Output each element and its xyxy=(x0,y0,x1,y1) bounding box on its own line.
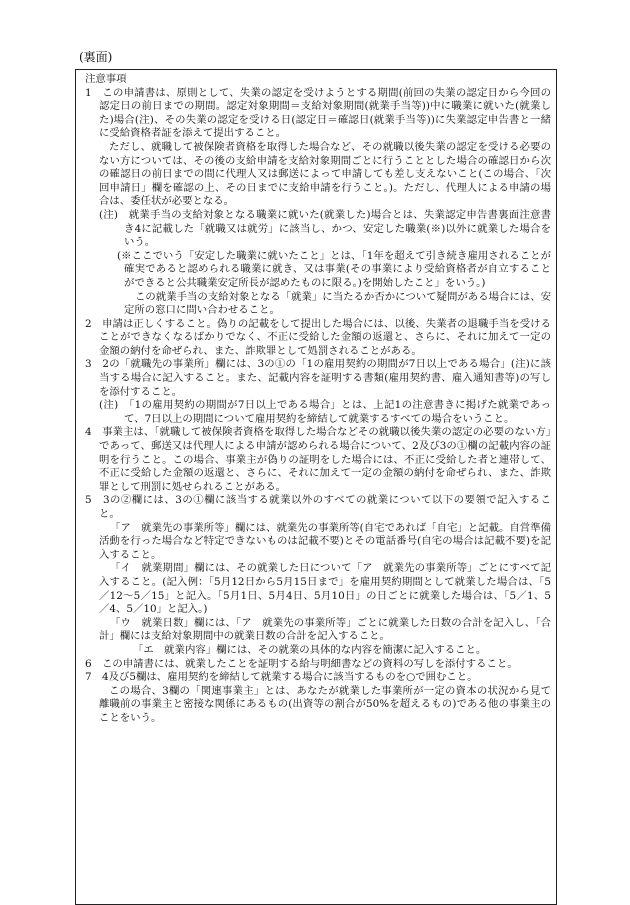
note-1-asterisk: (※ここでいう「安定した職業に就いたこと」とは、「1年を超えて引き続き雇用されることが確実であると認められる職業に就き、又は事業(その事業により受給資格者が自立することができると公共職業安定所長が認めたものに限る。)を開始したこと」をいう。) xyxy=(117,249,551,289)
notes-content xyxy=(85,73,551,726)
note-5-a: 「ア 就業先の事業所等」欄には、就業先の事業所等(自宅であれば「自宅」と記載。自営準備活動を行った場合など特定できないものは記載不要)とその電話番号(自宅の場合は記載不要)を記入すること。 xyxy=(99,521,551,561)
note-7-detail: この場合、3欄の「関連事業主」とは、あなたが就業した事業所が一定の資本の状況から見て離職前の事業主と密接な関係にあるもの(出資等の割合が50%を超えるもの)である他の事業主のことをいう。 xyxy=(99,684,551,724)
note-1-inquiry: この就業手当の支給対象となる「就業」に当たるか否かについて疑問がある場合には、安定所の窓口に問い合わせること。 xyxy=(124,290,551,317)
note-3-annotation: (注) 「1の雇用契約の期間が7日以上である場合」とは、上記1の注意書きに掲げた就業であって、7日以上の期間について雇用契約を締結して就業するすべての場合をいうこと。 xyxy=(99,399,551,425)
note-5-u: 「ウ 就業日数」欄には、「ア 就業先の事業所等」ごとに就業した日数の合計を記入し、「合計」欄には支給対象期間中の就業日数の合計を記入すること。 xyxy=(99,616,551,643)
note-4: 4 事業主は、「就職して被保険者資格を取得した場合などその就職以後失業の認定の必要のない方」であって、郵送又は代理人による申請が認められる場合について、2及び3の①欄の記載内容の証明を行うこと。この場合、事業主が偽りの証明をした場合には、不正に受給した者と連帯して、不正に受給した金額の返還と、さらに、それに加えて一定の金額の納付を命ぜられ、また、詐欺罪として刑罰に処せられることがある。 xyxy=(85,426,551,493)
note-1-annotation: (注) 就業手当の支給対象となる職業に就いた(就業した)場合とは、失業認定申告書裏面注意書き4に記載した「就職又は就労」に該当し、かつ、安定した職業(※)以外に就業した場合をいう。 xyxy=(99,208,551,249)
note-2: 2 申請は正しくすること。偽りの記載をして提出した場合には、以後、失業者の退職手当を受けることができなくなるばかりでなく、不正に受給した金額の返還と、さらに、それに加えて一定の金額の納付を命ぜられ、また、詐欺罪として処罰されることがある。 xyxy=(85,317,551,357)
note-6: 6 この申請書には、就業したことを証明する給与明細書などの資料の写しを添付すること。 xyxy=(85,657,518,670)
note-1-proviso: ただし、就職して被保険者資格を取得した場合など、その就職以後失業の認定を受ける必要のない方については、その後の支給申請を支給対象期間ごとに行うこととした場合の確認日から次の確認日の前日までの間に代理人又は郵送によって申請しても差し支えないこと(この場合、「次回申請日」欄を確認の上、その日までに支給申請を行うこと。)。ただし、代理人による申請の場合は、委任状が必要となる。 xyxy=(99,140,551,208)
note-5-e: 「エ 就業内容」欄には、その就業の具体的な内容を簡潔に記入すること。 xyxy=(133,643,487,656)
notes-box xyxy=(75,69,557,905)
note-7: 7 4及び5欄は、雇用契約を締結して就業する場合に該当するものを○で囲むこと。 xyxy=(85,671,478,684)
page-side-label: (裏面) xyxy=(79,50,113,64)
notes-heading: 注意事項 xyxy=(85,73,127,85)
note-3: 3 2の「就職先の事業所」欄には、3の①の「1の雇用契約の期間が7日以上である場合」(注)に該当する場合に記入すること。また、記載内容を証明する書類(雇用契約書、雇入通知書等)の写しを添付すること。 xyxy=(85,358,551,398)
note-5-i: 「イ 就業期間」欄には、その就業した日について「ア 就業先の事業所等」ごとにすべて記入すること。(記入例：「5月12日から5月15日まで」を雇用契約期間として就業した場合は、「5／12〜5／15」と記入。「5月1日、5月4日、5月10日」の日ごとに就業した場合は、「5／1、5／4、5／10」と記入。) xyxy=(99,562,551,616)
note-5: 5 3の②欄には、3の①欄に該当する就業以外のすべての就業について以下の要領で記入すること。 xyxy=(85,494,551,520)
note-1: 1 この申請書は、原則として、失業の認定を受けようとする期間(前回の失業の認定日から今回の認定日の前日までの期間。認定対象期間＝支給対象期間(就業手当等))中に職業に就いた(就業した)場合(注)、その失業の認定を受ける日(認定日＝確認日(就業手当等))に失業認定申告書と一緒に受給資格者証を添えて提出すること。 xyxy=(85,86,551,140)
